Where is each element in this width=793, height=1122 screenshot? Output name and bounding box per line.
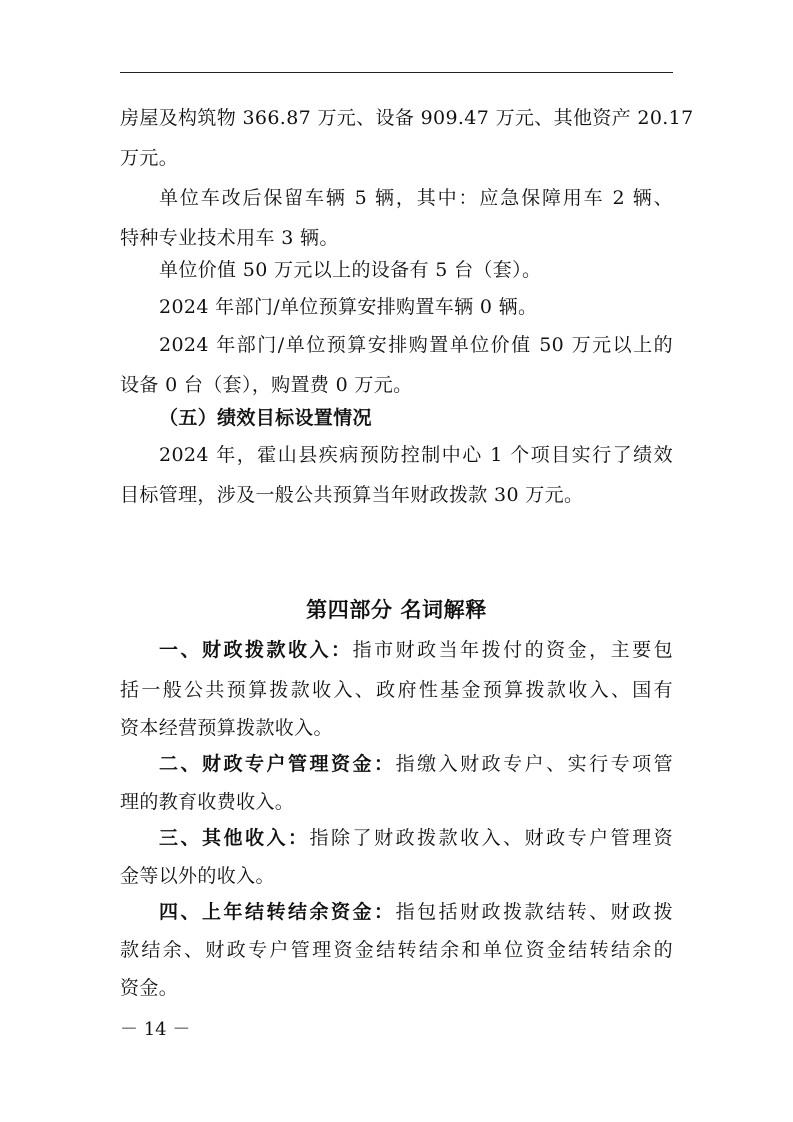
term-label: 二、财政专户管理资金：: [159, 753, 396, 775]
text-line: 金等以外的收入。: [120, 865, 275, 887]
text-line: 房屋及构筑物 366.87 万元、设备 909.47 万元、其他资产 20.17: [120, 107, 694, 129]
text-line: 资金。: [120, 977, 179, 999]
term-text: 指包括财政拨款结转、财政拨: [395, 901, 673, 923]
text-line: 2024 年部门/单位预算安排购置车辆 0 辆。: [159, 296, 538, 318]
text-line: 2024 年部门/单位预算安排购置单位价值 50 万元以上的: [159, 334, 673, 356]
term-label: 一、财政拨款收入：: [159, 639, 353, 661]
text-line: 特种专业技术用车 3 辆。: [120, 227, 339, 249]
text-line: 万元。: [120, 147, 179, 169]
term-line: [159, 826, 673, 850]
term-text: 指缴入财政专户、实行专项管: [395, 753, 673, 775]
page-number: － 14 －: [120, 1019, 191, 1040]
subheading: （五）绩效目标设置情况: [159, 407, 372, 429]
text-line: 设备 0 台（套），购置费 0 万元。: [120, 374, 413, 396]
term-text: 指除了财政拨款收入、财政专户管理资: [309, 827, 673, 849]
text-line: 理的教育收费收入。: [120, 791, 295, 813]
text-line: 款结余、财政专户管理资金结转结余和单位资金结转结余的: [120, 939, 673, 961]
text-line: 目标管理，涉及一般公共预算当年财政拨款 30 万元。: [120, 484, 584, 506]
term-line: [159, 900, 673, 924]
term-line: [159, 638, 673, 662]
text-line: 单位车改后保留车辆 5 辆，其中：应急保障用车 2 辆、: [159, 187, 673, 209]
term-line: [159, 752, 673, 776]
section-title: 第四部分 名词解释: [306, 597, 487, 622]
text-line: 括一般公共预算拨款收入、政府性基金预算拨款收入、国有: [120, 679, 673, 701]
text-line: 单位价值 50 万元以上的设备有 5 台（套）。: [159, 259, 542, 281]
term-label: 三、其他收入：: [159, 827, 310, 849]
header-rule: [120, 72, 673, 73]
term-text: 指市财政当年拨付的资金，主要包: [352, 639, 673, 661]
text-line: 资本经营预算拨款收入。: [120, 717, 333, 739]
term-label: 四、上年结转结余资金：: [159, 901, 396, 923]
text-line: 2024 年，霍山县疾病预防控制中心 1 个项目实行了绩效: [159, 444, 673, 466]
